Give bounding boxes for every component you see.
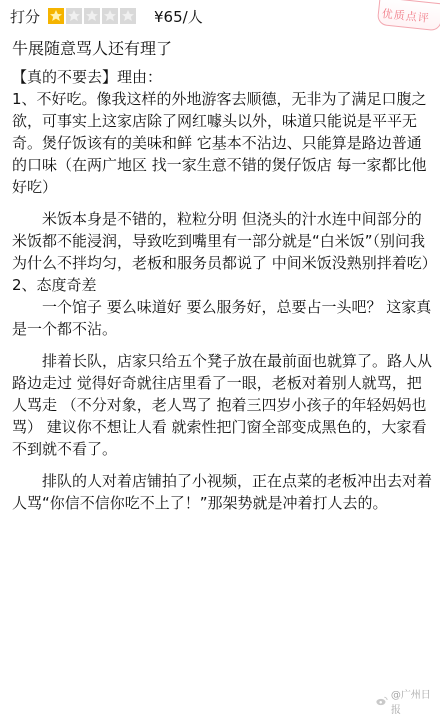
price: ¥65/人: [154, 7, 203, 26]
point1-text: 1、不好吃。像我这样的外地游客去顺德，无非为了满足口腹之欲，可事实上这家店除了网红噱头以外，味道只能说是平平无奇。煲仔饭该有的美味和鲜 它基本不沾边、只能算是路边普通的口味（在两广地区 找一家生意不错的煲仔饭店 每一家都比他好吃）: [12, 90, 427, 196]
point2-para1: 一个馆子 要么味道好 要么服务好，总要占一头吧？ 这家真是一个都不沾。: [12, 298, 432, 338]
spacer: [12, 340, 432, 350]
star-icon: [66, 8, 82, 24]
badge-text: 优质点评: [381, 7, 431, 26]
star-icon: [120, 8, 136, 24]
point2-heading: 2、态度奇差: [12, 276, 97, 294]
star-icon: [84, 8, 100, 24]
star-icon: [102, 8, 118, 24]
spacer: [12, 460, 432, 470]
review-title: 牛展随意骂人还有理了: [12, 39, 173, 58]
rating-label: 打分: [10, 7, 41, 26]
rating-stars: [48, 8, 136, 24]
spacer: [12, 198, 432, 208]
reason-heading: 【真的不要去】理由：: [12, 68, 163, 86]
point2-para2: 排着长队，店家只给五个凳子放在最前面也就算了。路人从路边走过 觉得好奇就往店里看了一眼，老板对着别人就骂，把人骂走 （不分对象，老人骂了 抱着三四岁小孩子的年轻妈妈也骂） 建议你不想让人看 就索性把门窗全部变成黑色的，大家看不到就不看了。: [12, 352, 433, 458]
star-icon: [48, 8, 64, 24]
rating-row: [10, 6, 203, 26]
point1-para2: 米饭本身是不错的，粒粒分明 但浇头的汁水连中间部分的米饭都不能浸润，导致吃到嘴里有一部分就是“白米饭”（别问我为什么不拌均匀，老板和服务员都说了 中间米饭没熟别拌着吃）: [12, 210, 437, 272]
review-content: [12, 66, 437, 514]
watermark: [376, 686, 440, 716]
weibo-icon: [376, 696, 388, 706]
point2-para3: 排队的人对着店铺拍了小视频，正在点菜的老板冲出去对着人骂“你信不信你吃不上了！”那架势就是冲着打人去的。: [12, 472, 433, 512]
watermark-text: @广州日报: [390, 690, 431, 716]
quality-review-badge: [377, 0, 440, 31]
